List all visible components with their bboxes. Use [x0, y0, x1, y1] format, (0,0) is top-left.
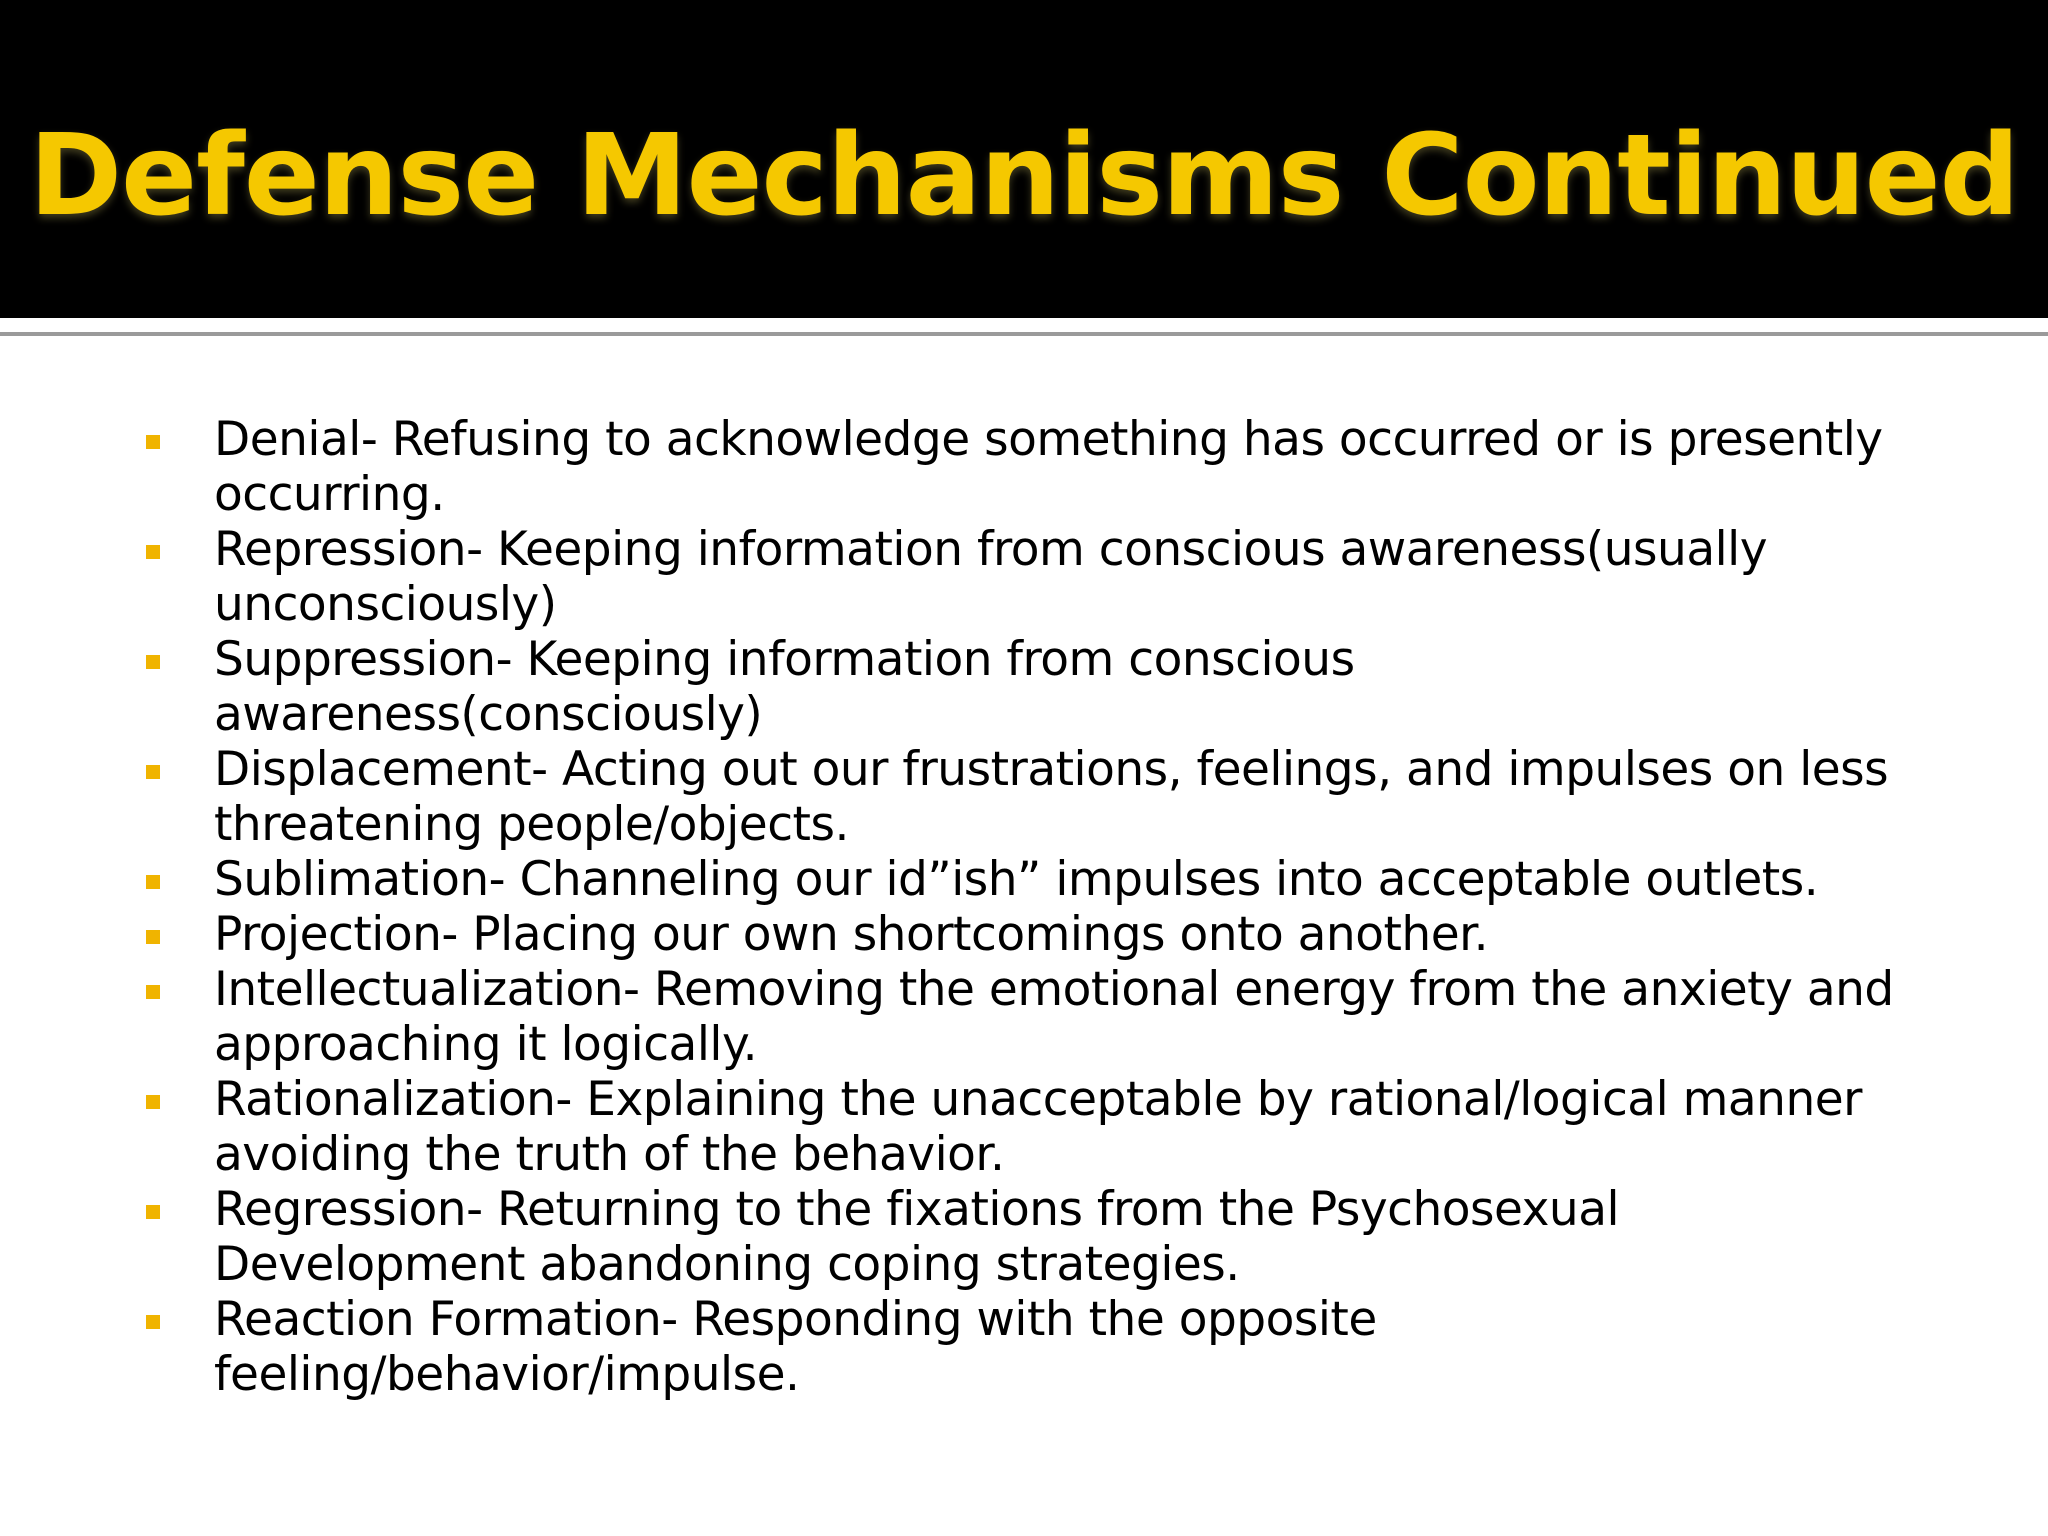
square-bullet-icon	[146, 1095, 160, 1109]
bullet-item-reaction-formation	[0, 1292, 2048, 1402]
square-bullet-icon	[146, 765, 160, 779]
bullet-text-line: approaching it logically.	[214, 1017, 758, 1072]
bullet-text-line: Projection- Placing our own shortcomings onto another.	[214, 907, 1489, 962]
bullet-text-line: Displacement- Acting out our frustrations, feelings, and impulses on less	[214, 742, 1889, 797]
square-bullet-icon	[146, 875, 160, 889]
bullet-item-denial	[0, 412, 2048, 522]
bullet-text-line: unconsciously)	[214, 577, 557, 632]
bullet-text-line: Sublimation- Channeling our id”ish” impulses into acceptable outlets.	[214, 852, 1819, 907]
title-divider-line	[0, 332, 2048, 336]
bullet-item-projection	[0, 907, 2048, 962]
bullet-text-line: feeling/behavior/impulse.	[214, 1347, 800, 1402]
bullet-text-line: avoiding the truth of the behavior.	[214, 1127, 1005, 1182]
bullet-text-line: occurring.	[214, 467, 445, 522]
bullet-item-regression	[0, 1182, 2048, 1292]
bullet-text-line: Suppression- Keeping information from conscious	[214, 632, 1355, 687]
bullet-text-line: Reaction Formation- Responding with the opposite	[214, 1292, 1377, 1347]
bullet-item-repression	[0, 522, 2048, 632]
title-band	[0, 0, 2048, 318]
bullet-text-line: Regression- Returning to the fixations from the Psychosexual	[214, 1182, 1620, 1237]
square-bullet-icon	[146, 435, 160, 449]
slide-title: Defense Mechanisms Continued	[29, 111, 2019, 241]
bullet-list	[0, 412, 2048, 1402]
bullet-text-line: Intellectualization- Removing the emotional energy from the anxiety and	[214, 962, 1894, 1017]
square-bullet-icon	[146, 930, 160, 944]
bullet-text-line: Development abandoning coping strategies.	[214, 1237, 1240, 1292]
square-bullet-icon	[146, 1205, 160, 1219]
bullet-text-line: Denial- Refusing to acknowledge something has occurred or is presently	[214, 412, 1883, 467]
square-bullet-icon	[146, 655, 160, 669]
title-divider	[0, 318, 2048, 330]
square-bullet-icon	[146, 985, 160, 999]
bullet-item-displacement	[0, 742, 2048, 852]
bullet-item-suppression	[0, 632, 2048, 742]
bullet-item-intellectualization	[0, 962, 2048, 1072]
square-bullet-icon	[146, 1315, 160, 1329]
square-bullet-icon	[146, 545, 160, 559]
bullet-text-line: Repression- Keeping information from conscious awareness(usually	[214, 522, 1768, 577]
bullet-text-line: Rationalization- Explaining the unacceptable by rational/logical manner	[214, 1072, 1862, 1127]
bullet-item-rationalization	[0, 1072, 2048, 1182]
bullet-item-sublimation	[0, 852, 2048, 907]
bullet-text-line: awareness(consciously)	[214, 687, 763, 742]
bullet-text-line: threatening people/objects.	[214, 797, 849, 852]
